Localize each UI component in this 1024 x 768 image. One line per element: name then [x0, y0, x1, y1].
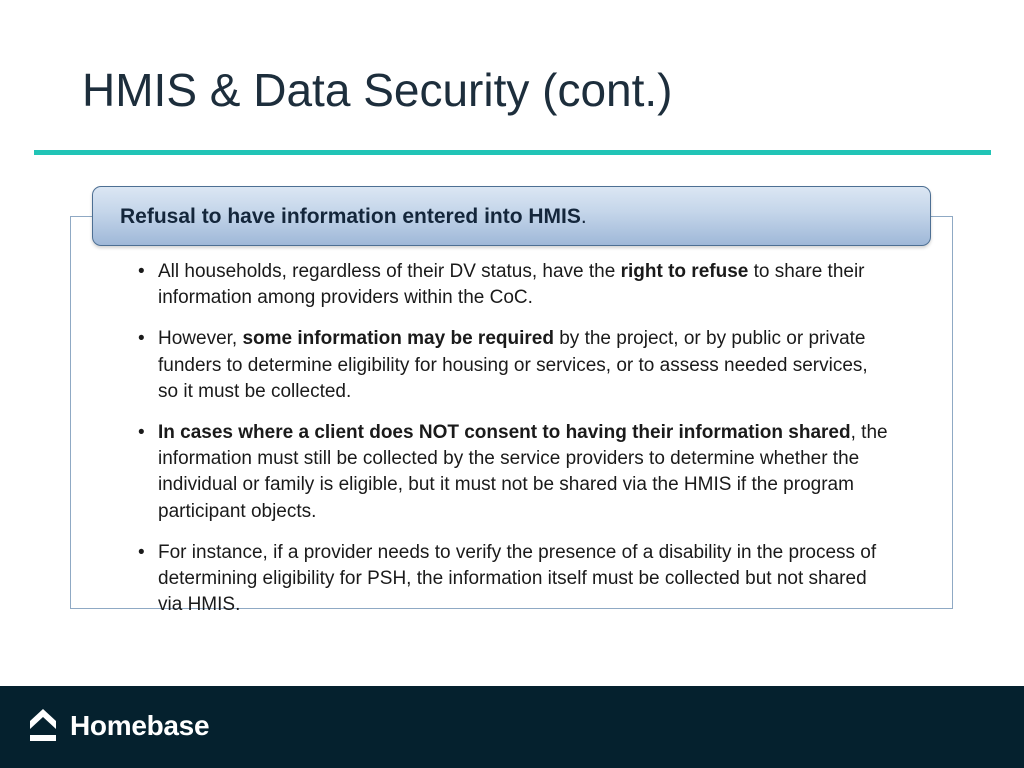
callout-heading	[120, 204, 587, 230]
bullet-item-disability-example	[138, 540, 888, 619]
callout-heading-bold: Refusal to have information entered into HMIS	[120, 205, 581, 228]
callout-banner	[92, 186, 931, 246]
bullet-marker: •	[138, 422, 145, 444]
title-divider	[34, 150, 991, 155]
bullet-item-required-information	[138, 326, 888, 405]
slide-title: HMIS & Data Security (cont.)	[82, 64, 673, 116]
bullet-1-text-before-emphasis: All households, regardless of their DV status, have the	[158, 261, 621, 282]
bullet-item-right-to-refuse	[138, 259, 888, 311]
bullet-3-emphasis: In cases where a client does NOT consent to having their information shared	[158, 422, 851, 444]
bullet-1-emphasis: right to refuse	[620, 261, 749, 282]
callout-heading-period: .	[580, 205, 587, 228]
bullet-1-text-after-emphasis: to share their information among providers within the CoC.	[158, 261, 865, 309]
bullet-item-consent	[138, 420, 888, 525]
bullet-marker: •	[138, 328, 145, 350]
bullet-2-emphasis: some information may be required	[242, 328, 554, 350]
bullet-text-right-to-refuse	[158, 261, 865, 308]
bullet-marker: •	[138, 541, 145, 563]
bullet-2-text-after-emphasis: by the project, or by public or private funders to determine eligibility for housing or services, or to assess needed services, so it must be collected.	[158, 328, 868, 402]
bullet-marker: •	[138, 261, 145, 282]
homebase-logo	[28, 708, 209, 744]
bullet-2-text-before-emphasis: However,	[158, 328, 243, 350]
brand-name: Homebase	[70, 710, 210, 741]
bullet-text-disability-example: For instance, if a provider needs to verify the presence of a disability in the process of determining eligibility for PSH, the information itself must be collected but not shared via HMIS.	[158, 541, 877, 616]
bullet-text-required-information	[158, 328, 868, 401]
bullet-3-text-after-emphasis: , the information must still be collected by the service providers to determine whether the individual or family is eligible, but it must not be shared via the HMIS if the program participant objects.	[158, 422, 888, 522]
bullet-list	[138, 259, 888, 633]
bullet-text-consent	[158, 422, 888, 522]
house-outline-icon	[28, 708, 58, 744]
